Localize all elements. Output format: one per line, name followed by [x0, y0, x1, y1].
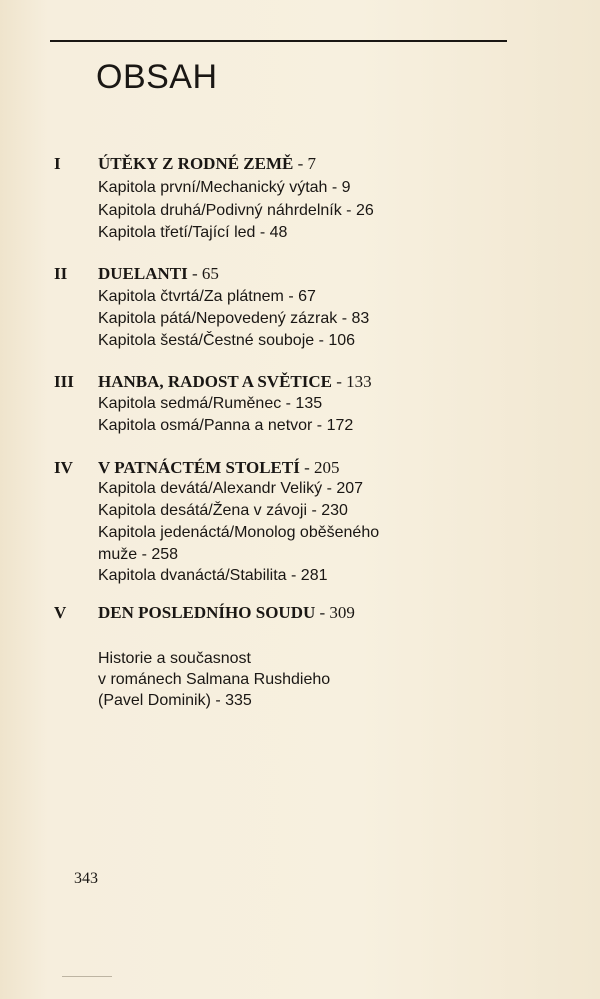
section-title: HANBA, RADOST A SVĚTICE	[98, 372, 332, 391]
appendix-line: (Pavel Dominik) - 335	[98, 692, 252, 709]
section-page: - 7	[293, 154, 317, 173]
section-page: - 65	[187, 264, 219, 283]
page-title: OBSAH	[96, 58, 218, 96]
chapter-entry: Kapitola devátá/Alexandr Veliký - 207	[98, 480, 364, 497]
section-heading	[98, 458, 340, 478]
chapter-entry: Kapitola sedmá/Ruměnec - 135	[98, 395, 323, 412]
section-number: I	[54, 154, 61, 173]
section-title: V PATNÁCTÉM STOLETÍ	[98, 458, 300, 477]
chapter-entry: Kapitola první/Mechanický výtah - 9	[98, 179, 351, 196]
chapter-entry: Kapitola třetí/Tající led - 48	[98, 224, 288, 241]
appendix-line: Historie a současnost	[98, 650, 251, 667]
appendix-entry	[98, 648, 518, 711]
section-number: V	[54, 603, 67, 622]
page-number: 343	[74, 870, 98, 887]
top-rule	[50, 40, 507, 42]
section-heading	[98, 154, 316, 174]
page-edge-mark	[62, 976, 112, 977]
section-title: DUELANTI	[98, 264, 188, 283]
section-page: - 205	[299, 458, 340, 477]
section-page: - 133	[331, 372, 372, 391]
section-number: III	[54, 372, 74, 391]
chapter-entry: Kapitola šestá/Čestné souboje - 106	[98, 332, 356, 349]
section-page: - 309	[315, 603, 355, 622]
section-heading	[98, 264, 219, 284]
section-number: II	[54, 264, 68, 283]
chapter-entry: Kapitola dvanáctá/Stabilita - 281	[98, 567, 328, 584]
section-number: IV	[54, 458, 73, 477]
section-title: ÚTĚKY Z RODNÉ ZEMĚ	[98, 154, 294, 173]
chapter-entry: Kapitola druhá/Podivný náhrdelník - 26	[98, 202, 374, 219]
chapter-entry: Kapitola osmá/Panna a netvor - 172	[98, 417, 354, 434]
chapter-entry: Kapitola jedenáctá/Monolog oběšeného	[98, 524, 380, 541]
section-title: DEN POSLEDNÍHO SOUDU	[98, 603, 316, 622]
chapter-entry: muže - 258	[98, 546, 179, 563]
chapter-entry: Kapitola čtvrtá/Za plátnem - 67	[98, 288, 316, 305]
section-heading	[98, 372, 372, 392]
section-heading	[98, 603, 355, 623]
appendix-line: v románech Salmana Rushdieho	[98, 671, 331, 688]
chapter-entry: Kapitola pátá/Nepovedený zázrak - 83	[98, 310, 370, 327]
chapter-entry: Kapitola desátá/Žena v závoji - 230	[98, 502, 348, 519]
